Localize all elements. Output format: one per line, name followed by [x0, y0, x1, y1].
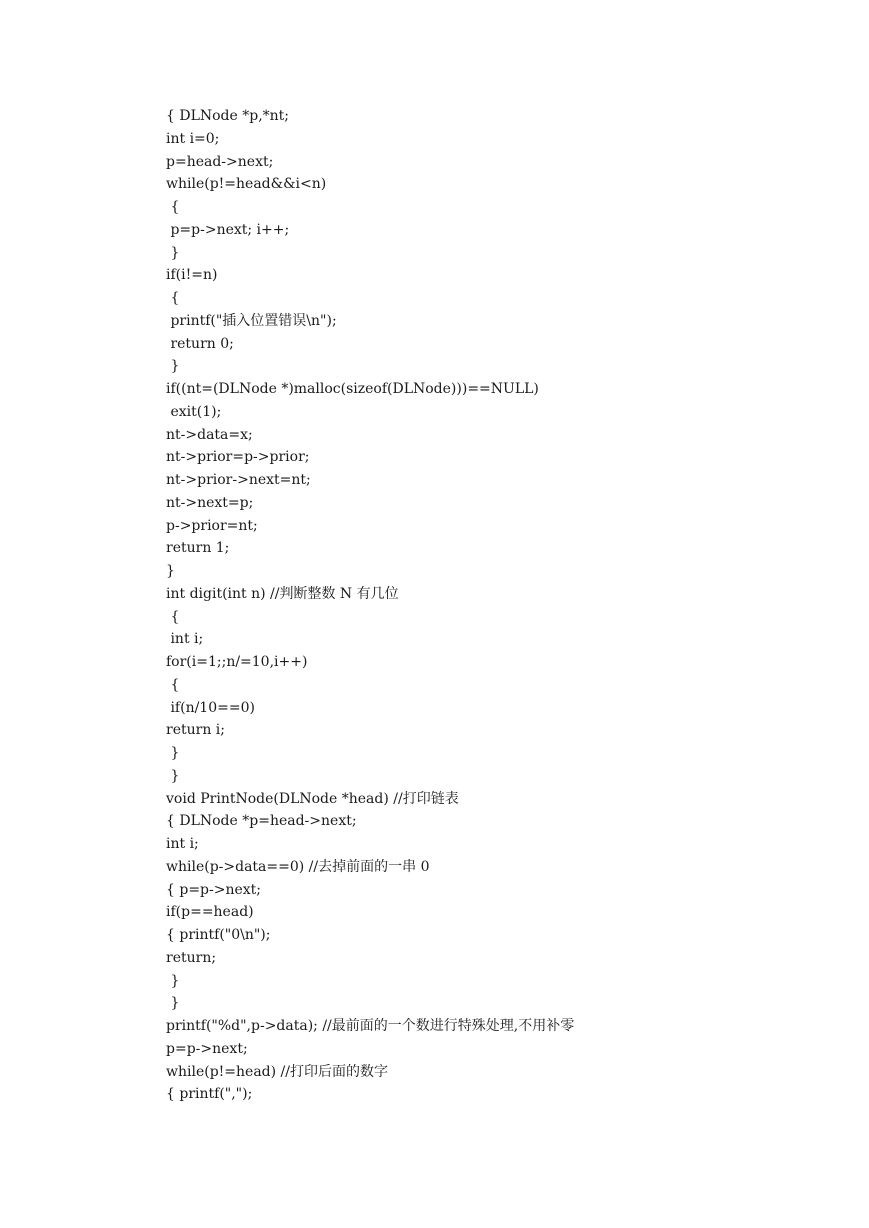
code-listing: [166, 105, 846, 1106]
code-line: int i=0;: [166, 130, 220, 147]
code-line: if(p==head): [166, 904, 254, 921]
code-line: for(i=1;;n/=10,i++): [166, 654, 308, 670]
code-line: { DLNode *p,*nt;: [166, 108, 290, 124]
code-line: nt->prior->next=nt;: [166, 472, 311, 488]
code-line: return i;: [166, 722, 225, 739]
code-line: p->prior=nt;: [166, 517, 258, 534]
code-line: { printf("0\n");: [166, 927, 271, 943]
code-line: }: [166, 244, 180, 261]
code-line: { DLNode *p=head->next;: [166, 813, 357, 830]
code-line: int i;: [166, 631, 204, 648]
code-line: nt->prior=p->prior;: [166, 449, 310, 466]
code-line: return 1;: [166, 540, 230, 557]
code-line: {: [166, 676, 180, 693]
code-line: while(p->data==0) //去掉前面的一串 0: [166, 858, 430, 875]
code-line: }: [166, 767, 180, 784]
code-line: }: [166, 563, 175, 579]
code-line: }: [166, 972, 180, 989]
code-line: if(i!=n): [166, 267, 218, 284]
code-line: return;: [166, 949, 217, 966]
code-line: int i;: [166, 836, 199, 852]
code-line: p=p->next;: [166, 1040, 248, 1057]
code-line: { p=p->next;: [166, 881, 262, 898]
code-line: while(p!=head&&i<n): [166, 176, 327, 193]
code-line: p=head->next;: [166, 153, 274, 170]
code-line: }: [166, 995, 180, 1012]
code-line: }: [166, 745, 180, 761]
code-line: return 0;: [166, 335, 234, 352]
code-line: {: [166, 608, 180, 625]
code-line: nt->next=p;: [166, 494, 254, 511]
code-line: }: [166, 358, 180, 375]
code-line: void PrintNode(DLNode *head) //打印链表: [166, 790, 459, 807]
code-line: int digit(int n) //判断整数 N 有几位: [166, 585, 399, 602]
code-line: {: [166, 290, 180, 306]
code-line: p=p->next; i++;: [166, 221, 290, 238]
code-line: printf("%d",p->data); //最前面的一个数进行特殊处理,不用补零: [166, 1018, 575, 1034]
code-line: printf("插入位置错误\n");: [166, 312, 337, 329]
code-line: exit(1);: [166, 403, 222, 420]
code-line: {: [166, 199, 180, 215]
code-line: if(n/10==0): [166, 699, 255, 716]
code-line: nt->data=x;: [166, 426, 253, 443]
code-line: if((nt=(DLNode *)malloc(sizeof(DLNode)))==NULL): [166, 381, 539, 397]
code-line: while(p!=head) //打印后面的数字: [166, 1063, 388, 1080]
code-line: { printf(",");: [166, 1086, 253, 1103]
